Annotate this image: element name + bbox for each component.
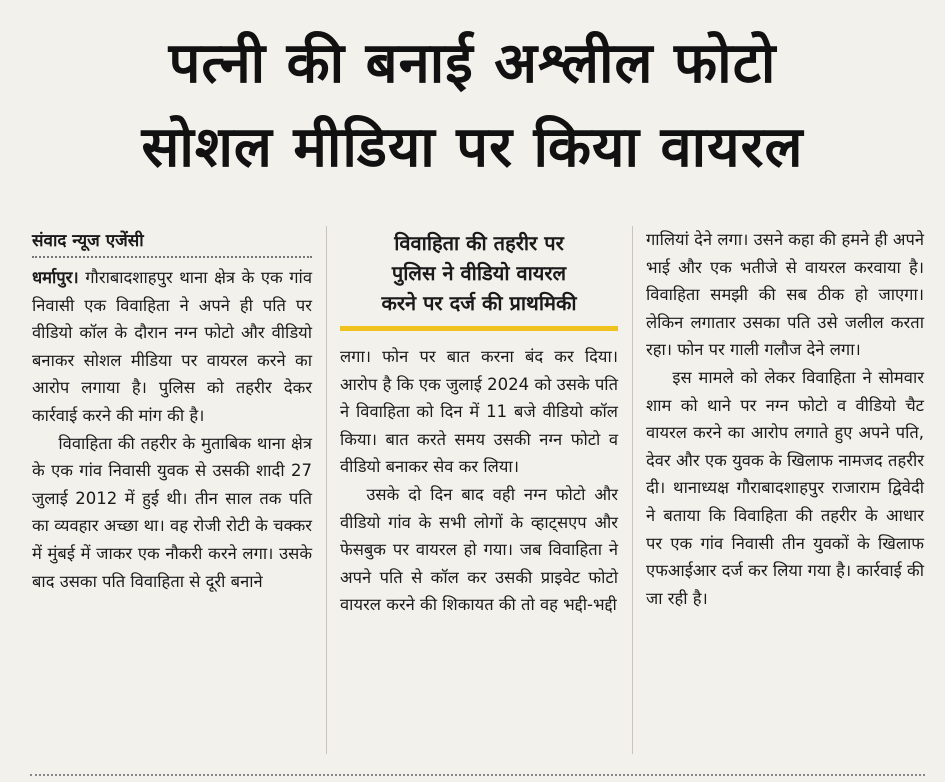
- bottom-rule: [30, 774, 925, 778]
- article-column-3: [646, 226, 924, 612]
- article-paragraph-3: लगा। फोन पर बात करना बंद कर दिया। आरोप है कि एक जुलाई 2024 को उसके पति ने विवाहिता को दिन में 11 बजे वीडियो कॉल किया। बात करते समय उसकी नग्न फोटो व वीडियो बनाकर सेव कर लिया।: [340, 347, 618, 477]
- byline: संवाद न्यूज एजेंसी: [32, 226, 312, 258]
- article-paragraph-2: विवाहिता की तहरीर के मुताबिक थाना क्षेत्र के एक गांव निवासी युवक से उसकी शादी 27 जुलाई 2012 में हुई थी। तीन साल तक पति का व्यवहार अच्छा था। वह रोजी रोटी के चक्कर में मुंबई में जाकर एक नौकरी करने लगा। उसके बाद उसका पति विवाहिता से दूरी बनाने: [32, 433, 312, 591]
- headline-line-1: पत्नी की बनाई अश्लील फोटो: [168, 31, 777, 96]
- column-divider-1: [326, 226, 327, 754]
- article-paragraph-4: उसके दो दिन बाद वही नग्न फोटो और वीडियो गांव के सभी लोगों के व्हाट्सएप और फेसबुक पर वायरल हो गया। जब विवाहिता ने अपने पति से कॉल कर उसकी प्राइवेट फोटो वायरल करने की शिकायत की तो वह भद्दी-भद्दी: [340, 484, 618, 615]
- headline: [0, 22, 945, 190]
- article-paragraph-6: इस मामले को लेकर विवाहिता ने सोमवार शाम को थाने पर नग्न फोटो व वीडियो चैट वायरल करने का आरोप लगाते हुए अपने पति, देवर और एक युवक के खिलाफ नामजद तहरीर दी। थानाध्यक्ष गौराबादशाहपुर राजाराम द्विवेदी ने बताया कि विवाहिता की तहरीर के आधार पर एक गांव निवासी तीन युवकों के खिलाफ एफआईआर दर्ज कर लिया गया है। कार्रवाई की जा रही है।: [646, 367, 924, 608]
- dateline: धर्मापुर।: [32, 268, 79, 287]
- article-paragraph-5: गालियां देने लगा। उसने कहा की हमने ही अपने भाई और एक भतीजे से वायरल करवाया है। विवाहिता समझी की सब ठीक हो जाएगा। लेकिन लगातार उसका पति उसे जलील करता रहा। फोन पर गाली गलौज देने लगा।: [646, 230, 924, 360]
- article-column-1: [32, 226, 312, 595]
- subheadline-line-3: करने पर दर्ज की प्राथमिकी: [381, 291, 577, 315]
- column-divider-2: [632, 226, 633, 754]
- headline-line-2: सोशल मीडिया पर किया वायरल: [141, 115, 804, 180]
- subheadline-line-2: पुलिस ने वीडियो वायरल: [391, 261, 567, 285]
- article-paragraph-1-text: गौराबादशाहपुर थाना क्षेत्र के एक गांव निवासी एक विवाहिता ने अपने ही पति पर वीडियो कॉल के दौरान नग्न फोटो और वीडियो बनाकर सोशल मीडिया पर वायरल करने का आरोप लगाया है। पुलिस को तहरीर देकर कार्रवाई करने की मांग की है।: [32, 268, 312, 425]
- subheadline: [340, 228, 618, 331]
- article-paragraph-1: [32, 264, 312, 430]
- article-column-2: [340, 228, 618, 619]
- subheadline-line-1: विवाहिता की तहरीर पर: [394, 231, 564, 255]
